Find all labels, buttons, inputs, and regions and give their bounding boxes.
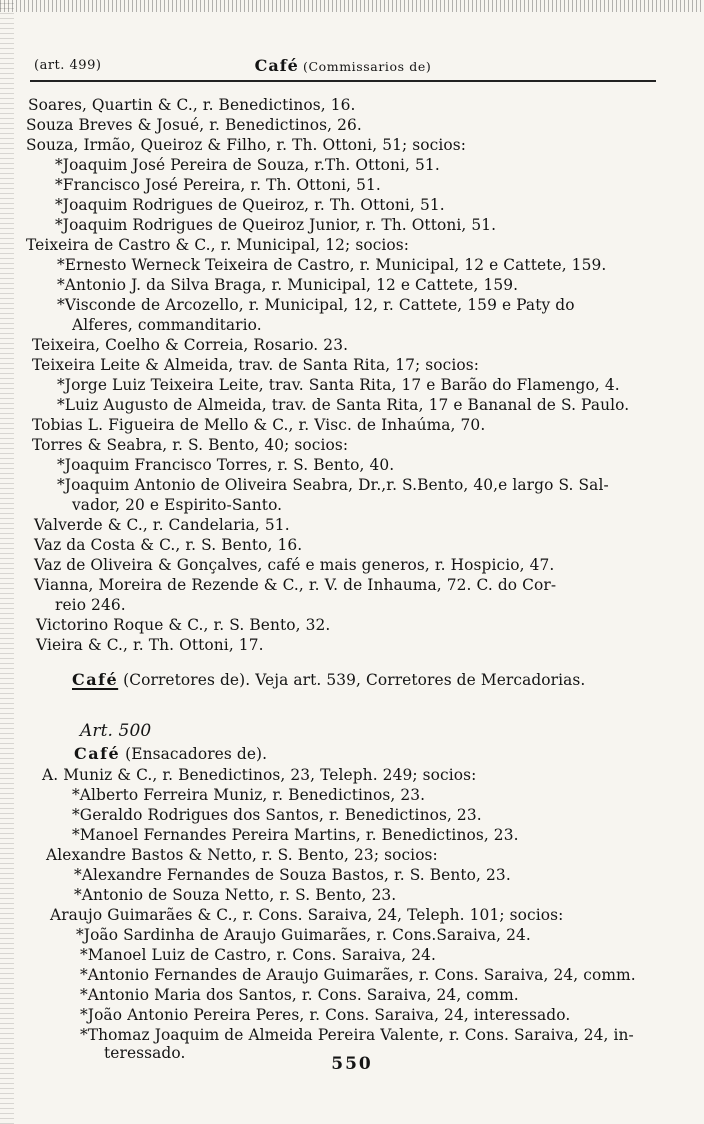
- entry-line: *Joaquim Francisco Torres, r. S. Bento, 40.: [57, 456, 395, 474]
- entry-line: *João Sardinha de Araujo Guimarães, r. Cons.Saraiva, 24.: [76, 926, 531, 944]
- entry-line: reio 246.: [55, 596, 126, 614]
- running-header: [34, 56, 652, 78]
- entry-line: *Antonio Maria dos Santos, r. Cons. Saraiva, 24, comm.: [80, 986, 519, 1004]
- entry-line: A. Muniz & C., r. Benedictinos, 23, Teleph. 249; socios:: [42, 766, 477, 784]
- entry-line: *Alberto Ferreira Muniz, r. Benedictinos, 23.: [72, 786, 426, 804]
- entry-line: *Thomaz Joaquim de Almeida Pereira Valente, r. Cons. Saraiva, 24, in-: [80, 1026, 634, 1044]
- entry-line: Vieira & C., r. Th. Ottoni, 17.: [36, 636, 264, 654]
- entry-line: *Joaquim Rodrigues de Queiroz, r. Th. Ottoni, 51.: [55, 196, 445, 214]
- entry-line: Souza Breves & Josué, r. Benedictinos, 26.: [26, 116, 362, 134]
- entry-line: Alexandre Bastos & Netto, r. S. Bento, 23; socios:: [46, 846, 438, 864]
- entry-line: Alferes, commanditario.: [72, 316, 262, 334]
- entry-line: *Francisco José Pereira, r. Th. Ottoni, 51.: [55, 176, 381, 194]
- entry-line: *Joaquim Rodrigues de Queiroz Junior, r. Th. Ottoni, 51.: [55, 216, 497, 234]
- corretores-title: Café: [72, 670, 119, 689]
- header-subtitle: (Commissarios de): [302, 59, 432, 74]
- entry-line: Vaz de Oliveira & Gonçalves, café e mais generos, r. Hospicio, 47.: [34, 556, 555, 574]
- entry-line: *Ernesto Werneck Teixeira de Castro, r. Municipal, 12 e Cattete, 159.: [57, 256, 607, 274]
- entry-line: *Manoel Luiz de Castro, r. Cons. Saraiva, 24.: [80, 946, 436, 964]
- entry-line: Soares, Quartin & C., r. Benedictinos, 16.: [28, 96, 356, 114]
- entry-line: Torres & Seabra, r. S. Bento, 40; socios:: [32, 436, 349, 454]
- entry-line: *Geraldo Rodrigues dos Santos, r. Benedictinos, 23.: [72, 806, 482, 824]
- entry-line: *Antonio Fernandes de Araujo Guimarães, r. Cons. Saraiva, 24, comm.: [80, 966, 636, 984]
- entry-line: Araujo Guimarães & C., r. Cons. Saraiva, 24, Teleph. 101; socios:: [50, 906, 564, 924]
- header-title: [34, 56, 652, 75]
- entry-line: Valverde & C., r. Candelaria, 51.: [34, 516, 290, 534]
- entry-line: *Antonio de Souza Netto, r. S. Bento, 23.: [74, 886, 397, 904]
- entry-line: *Alexandre Fernandes de Souza Bastos, r. S. Bento, 23.: [74, 866, 511, 884]
- entry-line: *Joaquim Antonio de Oliveira Seabra, Dr.,r. S.Bento, 40,e largo S. Sal-: [57, 476, 609, 494]
- entry-line: Victorino Roque & C., r. S. Bento, 32.: [36, 616, 331, 634]
- entry-line: teressado.: [104, 1044, 186, 1062]
- corretores-heading: [72, 670, 585, 690]
- entry-line: *Manoel Fernandes Pereira Martins, r. Benedictinos, 23.: [72, 826, 519, 844]
- entry-line: *Jorge Luiz Teixeira Leite, trav. Santa Rita, 17 e Barão do Flamengo, 4.: [57, 376, 620, 394]
- entry-line: vador, 20 e Espirito-Santo.: [72, 496, 283, 514]
- ensacadores-heading: [74, 744, 267, 764]
- entry-line: *Visconde de Arcozello, r. Municipal, 12, r. Cattete, 159 e Paty do: [57, 296, 575, 314]
- header-article-ref: (art. 499): [34, 58, 102, 73]
- corretores-text: (Corretores de). Veja art. 539, Corretores de Mercadorias.: [123, 671, 586, 689]
- ensacadores-title: Café: [74, 744, 121, 763]
- entry-line: *Antonio J. da Silva Braga, r. Municipal, 12 e Cattete, 159.: [57, 276, 519, 294]
- entry-line: Teixeira de Castro & C., r. Municipal, 12; socios:: [26, 236, 410, 254]
- entry-line: Souza, Irmão, Queiroz & Filho, r. Th. Ottoni, 51; socios:: [26, 136, 467, 154]
- ensacadores-subtitle: (Ensacadores de).: [125, 745, 268, 763]
- entry-line: Teixeira, Coelho & Correia, Rosario. 23.: [32, 336, 349, 354]
- scan-noise-top: [0, 0, 704, 12]
- scan-noise-left: [0, 0, 14, 1124]
- entry-line: Vianna, Moreira de Rezende & C., r. V. de Inhauma, 72. C. do Cor-: [34, 576, 557, 594]
- entry-line: *Luiz Augusto de Almeida, trav. de Santa Rita, 17 e Bananal de S. Paulo.: [57, 396, 630, 414]
- page-number: 550: [331, 1054, 373, 1074]
- entry-line: Teixeira Leite & Almeida, trav. de Santa Rita, 17; socios:: [32, 356, 480, 374]
- entry-line: *João Antonio Pereira Peres, r. Cons. Saraiva, 24, interessado.: [80, 1006, 571, 1024]
- entry-line: Vaz da Costa & C., r. S. Bento, 16.: [34, 536, 303, 554]
- header-rule: [30, 80, 656, 82]
- article-number: Art. 500: [80, 721, 152, 741]
- header-title-main: Café: [254, 56, 299, 75]
- entry-line: *Joaquim José Pereira de Souza, r.Th. Ottoni, 51.: [55, 156, 440, 174]
- entry-line: Tobias L. Figueira de Mello & C., r. Visc. de Inhaúma, 70.: [32, 416, 486, 434]
